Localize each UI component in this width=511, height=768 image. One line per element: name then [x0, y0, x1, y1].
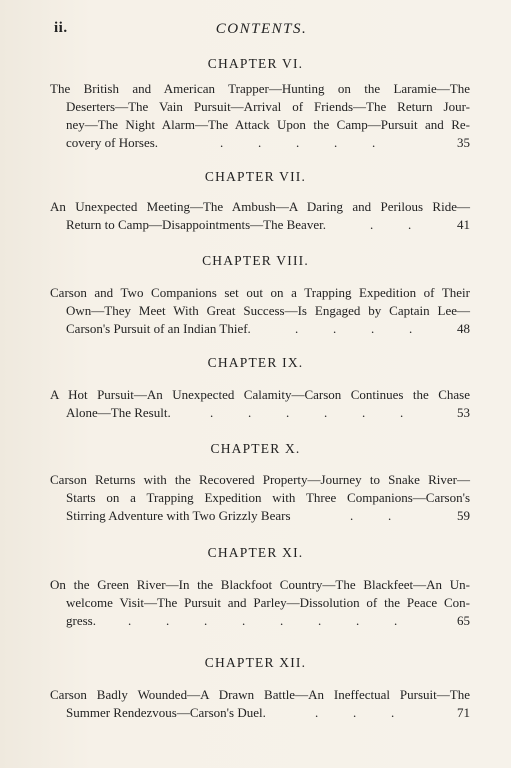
dot-leaders: . . . . — [295, 321, 413, 336]
page-reference: 53 — [457, 405, 470, 420]
entry-line: Carson Badly Wounded—A Drawn Battle—An Ineffectual Pursuit—The — [50, 687, 470, 702]
entry-line: ney—The Night Alarm—The Attack Upon the Camp—Pursuit and Re- — [66, 117, 470, 132]
entry-line — [50, 612, 470, 630]
page-reference: 65 — [457, 613, 470, 628]
dot-leaders: . . — [350, 508, 392, 523]
entry-line: On the Green River—In the Blackfoot Country—The Blackfeet—An Un- — [50, 577, 470, 592]
chapter-entry — [50, 198, 470, 234]
entry-line: Carson and Two Companions set out on a Trapping Expedition of Their — [50, 285, 470, 300]
chapter-entry — [50, 576, 470, 630]
entry-line: The British and American Trapper—Hunting on the Laramie—The — [50, 81, 470, 96]
entry-line-text: Return to Camp—Disappointments—The Beaver. — [66, 217, 326, 232]
entry-line: An Unexpected Meeting—The Ambush—A Daring and Perilous Ride— — [50, 199, 470, 214]
entry-line — [50, 134, 470, 152]
page-reference: 48 — [457, 321, 470, 336]
page-reference: 41 — [457, 217, 470, 232]
entry-line — [50, 404, 470, 422]
chapter-entry — [50, 386, 470, 422]
entry-line — [50, 320, 470, 338]
dot-leaders: . . . . . . — [210, 405, 404, 420]
entry-line-text: Summer Rendezvous—Carson's Duel. — [66, 705, 266, 720]
chapter-entry — [50, 284, 470, 338]
running-head: CONTENTS. — [215, 21, 308, 37]
entry-line-text: Alone—The Result. — [66, 405, 171, 420]
dot-leaders: . . . . . — [220, 135, 376, 150]
entry-line: Starts on a Trapping Expedition with Three Companions—Carson's — [66, 490, 470, 505]
entry-line-text: covery of Horses. — [66, 135, 159, 150]
entry-line: Deserters—The Vain Pursuit—Arrival of Friends—The Return Jour- — [66, 99, 470, 114]
entry-line-text: Stirring Adventure with Two Grizzly Bears — [66, 508, 291, 523]
dot-leaders: . . . . . . . . — [128, 613, 398, 628]
entry-line — [50, 216, 470, 234]
entry-line: Carson Returns with the Recovered Property—Journey to Snake River— — [50, 472, 470, 487]
entry-line: welcome Visit—The Pursuit and Parley—Dissolution of the Peace Con- — [66, 595, 470, 610]
chapter-entry — [50, 471, 470, 525]
entry-line-text: Carson's Pursuit of an Indian Thief. — [66, 321, 251, 336]
entry-line-text: gress. — [66, 613, 96, 628]
dot-leaders: . . . — [315, 705, 395, 720]
page-reference: 35 — [457, 135, 470, 150]
entry-line — [50, 704, 470, 722]
page-number: ii. — [54, 20, 68, 36]
entry-line: A Hot Pursuit—An Unexpected Calamity—Carson Continues the Chase — [50, 387, 470, 402]
entry-line — [50, 507, 470, 525]
chapter-heading: CHAPTER VI. — [207, 56, 304, 71]
chapter-heading: CHAPTER X. — [210, 441, 301, 456]
page-reference: 59 — [457, 508, 470, 523]
chapter-heading: CHAPTER XII. — [204, 655, 307, 670]
dot-leaders: . . — [370, 217, 412, 232]
chapter-entry — [50, 686, 470, 722]
chapter-heading: CHAPTER IX. — [207, 355, 304, 370]
chapter-entry — [50, 80, 470, 152]
chapter-heading: CHAPTER VII. — [204, 169, 307, 184]
entry-line: Own—They Meet With Great Success—Is Engaged by Captain Lee— — [66, 303, 470, 318]
page-reference: 71 — [457, 705, 470, 720]
chapter-heading: CHAPTER XI. — [207, 545, 304, 560]
chapter-heading: CHAPTER VIII. — [202, 253, 309, 268]
